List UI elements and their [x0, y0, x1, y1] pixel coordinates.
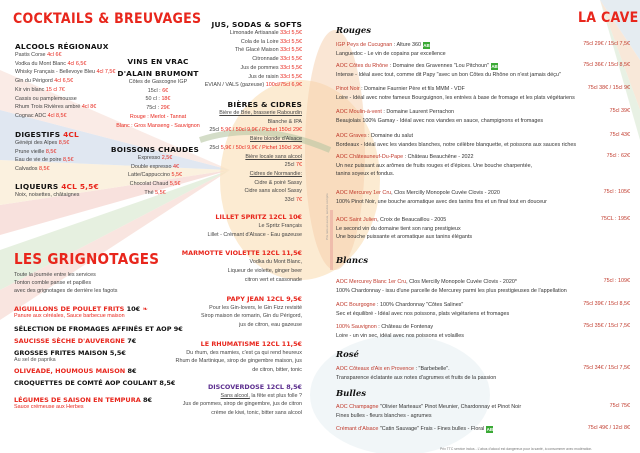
cocktail-description-text: crème de kiwi, tonic, bitter sans alcool: [211, 410, 302, 417]
jus-item-price: 33cl 5,5€: [280, 73, 302, 80]
digestif-item-price: 8,5€: [58, 140, 70, 146]
digestif-item: [15, 156, 79, 165]
jus-item: [182, 38, 302, 47]
boisson-chaude-item-price: 4€: [172, 163, 179, 170]
alcool-item-price: 4cl 8,5€: [47, 112, 67, 119]
wine-description: Fines bulles - fleurs blanches - agrumes: [336, 412, 432, 419]
cocktail-description-text: Lillet - Crémant d'Alsace - Eau gazeuse: [207, 231, 302, 238]
wine-entry: [336, 323, 630, 340]
grignotage-item: [14, 379, 183, 387]
wine-appellation: AOC Moulin-à-vent: [336, 109, 382, 115]
wine-title: [336, 85, 630, 94]
alcools-heading: ALCOOLS RÉGIONAUX: [15, 42, 109, 51]
grignotage-item: [14, 305, 183, 319]
wine-appellation: AOC Côtes du Rhône: [336, 63, 389, 69]
liqueurs-price: 4CL 5,5€: [61, 182, 99, 191]
jus-item: [182, 55, 302, 64]
grignotage-title: [14, 396, 183, 404]
digestif-item: [15, 165, 79, 174]
cocktail-description: [160, 222, 302, 231]
wine-producer: : Domaine Laurent Perrachon: [381, 109, 455, 115]
biere-item-price: 7€: [296, 162, 302, 169]
vrac-heading-1: VINS EN VRAC: [127, 57, 189, 66]
biere-item-name: Bière locale sans alcool: [245, 153, 302, 160]
wine-entry: [336, 189, 630, 206]
wine-title: [336, 216, 630, 225]
wine-price: 75cl 29€ / 15cl 7,5€: [583, 41, 630, 47]
wine-price: 75cl : 62€: [606, 153, 630, 159]
biere-item: [182, 109, 302, 118]
wine-entry: [336, 216, 630, 242]
wine-section-heading: Bulles: [336, 389, 367, 399]
wine-section-heading: Rouges: [336, 26, 372, 36]
liqueur-item-name: Noix, noisettes, châtaignes: [15, 192, 80, 198]
wine-description: Languedoc - Le vin de copains par excellence: [336, 50, 446, 57]
grignotage-item: [14, 367, 183, 375]
wine-appellation: AOC Saint Julien: [336, 217, 378, 223]
wine-entry: [336, 85, 630, 102]
biere-item-price: 5,9€ / 50cl 9,9€ / Pichet 150cl 29€: [220, 127, 302, 134]
biere-item: [182, 196, 302, 205]
cocktail-name: DISCOVERDOSE 12CL 8,5€: [207, 382, 302, 391]
wine-appellation: Pinot Noir: [336, 86, 360, 92]
wine-price: 75cl 49€ / 12cl 8€: [587, 425, 630, 431]
jus-item-name: Citronnade: [252, 56, 281, 63]
boisson-chaude-item-price: 5,5€: [171, 172, 182, 179]
jus-item-price: 33cl 5,5€: [280, 64, 302, 71]
wine-title: [336, 425, 630, 434]
jus-item-price: 100cl/75cl 6,9€: [265, 82, 302, 89]
grignotage-item: [14, 325, 183, 333]
wine-price: 75cl 35€ / 15cl 7,5€: [583, 323, 630, 329]
wine-producer: : 100% Chardonnay "Côtes Salines": [375, 302, 464, 308]
wine-entry: [336, 108, 630, 125]
wine-description: Un nez puissant aux arômes de fruits rouges et d'épices. Une bouche charpentée,: [336, 162, 533, 169]
wine-price: 75cl 39€ / 15cl 8,5€: [583, 301, 630, 307]
boisson-chaude-item-name: Latte/Cappuccino: [128, 172, 172, 179]
cocktail-description-text: Pour les Gin-lovers, le Gin Fizz revisité: [209, 304, 302, 311]
jus-item-name: Thé Glacé Maison: [234, 47, 281, 54]
vrac-item-price: 29€: [160, 105, 170, 112]
vrac-item-price: Blanc : Gros Manseng - Sauvignon: [116, 122, 200, 129]
wine-title: [336, 108, 630, 117]
grignotage-description: Panure aux céréales, Sauce barbecue maison: [14, 313, 125, 319]
jus-item-price: 33cl 5,5€: [280, 30, 302, 36]
alcool-item-price: 4cl 6,5€: [67, 60, 87, 67]
wine-title: [336, 403, 630, 412]
grignotages-title: LES GRIGNOTAGES: [14, 250, 160, 268]
digestifs-heading: [15, 130, 79, 139]
wine-section-heading: Blancs: [336, 256, 369, 266]
liqueurs-label: LIQUEURS: [15, 182, 62, 191]
wine-description: 100% Pinot Noir, une bouche aromatique avec des tanins fins et un final tout en douceur: [336, 198, 547, 205]
wine-section-heading: Rosé: [336, 350, 359, 360]
alcool-item-name: Rhum Trois Rivières ambré: [15, 104, 82, 111]
alcool-item: [15, 68, 115, 77]
grignotage-price: 7€: [127, 337, 137, 345]
grignotage-title: [14, 379, 183, 387]
digestifs-section: [15, 130, 79, 174]
cocktail-description: [160, 258, 302, 267]
cocktail-description-text: Liqueur de violette, ginger beer: [227, 268, 302, 275]
cocktail-item: [160, 249, 302, 284]
wine-price: 75cl 43€: [609, 132, 630, 138]
grignotage-price: 9€: [173, 325, 183, 333]
wine-price: 75cl 36€ / 15cl 8,5€: [583, 62, 630, 68]
wine-producer: "Olivier Marteaux" Pinot Meunier, Chardonnay et Pinot Noir: [378, 404, 522, 410]
cocktail-name: MARMOTTE VIOLETTE 12CL 11,5€: [181, 249, 302, 258]
boisson-chaude-item-name: Thé: [144, 189, 156, 196]
jus-item-price: 33cl 5,5€: [280, 38, 302, 45]
wine-description: Bordeaux - Idéal avec les viandes blanches, notre célèbre blanquette, et poissons aux sauces riches: [336, 141, 577, 148]
wine-producer: : Domaine du salut: [366, 133, 414, 139]
grignotage-name: AIGUILLONS DE POULET FRITS: [14, 305, 127, 313]
grignotage-title: [14, 325, 183, 333]
grignotage-title: [14, 367, 183, 375]
wine-price: 75cl 39€: [609, 108, 630, 114]
cocktail-description-text: Rhum de Martinique, sirop de gingembre maison, jus: [175, 358, 302, 365]
biere-item: [182, 161, 302, 170]
alcool-item-price: 4cl 6,5€: [54, 78, 74, 85]
boisson-chaude-item-price: 5,5€: [169, 181, 181, 188]
alcool-item: [15, 103, 115, 112]
wine-description: Loire - Idéal avec notre fameux Bourguignon, les entrées à base de fromage et les plats végétariens: [336, 94, 575, 101]
biere-item-name: Blanche & IPA: [267, 118, 302, 125]
cocktail-description-text: la fête est plus folle ?: [249, 392, 302, 399]
cocktail-description-text: Du rhum, des mamies, c'est ça qui rend heureux: [186, 349, 302, 356]
wine-producer: : Domaine des Gravennes "Lou Pitchoun": [388, 63, 490, 69]
boisson-chaude-item-name: Double expresso: [131, 163, 173, 170]
cocktail-description-text: citron vert et cassonade: [244, 276, 302, 283]
vertical-note: Prix nets en euros, service compris: [325, 193, 329, 240]
biere-item: [182, 153, 302, 162]
alcool-item-price: 4cl 8€: [81, 104, 97, 111]
jus-item: [182, 64, 302, 73]
bieres-section: [182, 100, 302, 205]
wine-producer: , Clos Mercilly Monopole Cuvée Clovis - 2020*: [406, 279, 517, 285]
boisson-chaude-item-price: 2,5€: [161, 155, 173, 161]
wine-entry: [336, 278, 630, 295]
biere-item: [182, 135, 302, 144]
grignotage-description: Au sel de paprika: [14, 357, 56, 363]
cave-title: LA CAVE: [578, 10, 639, 26]
wine-title: [336, 189, 630, 198]
wine-description: Beaujolais 100% Gamay - Idéal avec nos viandes en sauce, champignons et fromages: [336, 117, 544, 124]
digestif-item-price: 8,5€: [62, 157, 74, 164]
biere-item-price: 7€: [296, 197, 302, 204]
wine-price: 75cl : 105€: [603, 189, 630, 195]
wine-title: [336, 278, 630, 287]
grignotage-price: 8€: [143, 396, 153, 404]
alcool-item-name: Kir vin blanc: [15, 86, 46, 93]
jus-item-price: 33cl 5,5€: [280, 56, 302, 63]
digestif-item-name: Calvados: [15, 166, 39, 173]
liqueur-item: [15, 191, 99, 200]
wine-appellation: AOC Champagne: [336, 404, 379, 410]
wine-description: tanins soyeux et fondus.: [336, 171, 395, 178]
biere-item: [182, 144, 302, 153]
cocktails-title: COCKTAILS & BREUVAGES: [13, 11, 202, 27]
grignotage-item: [14, 396, 183, 410]
jus-item-name: Jus de pommes: [240, 64, 281, 71]
cocktail-description-text: Sirop maison de romarin, Gin du Périgord,: [201, 313, 302, 320]
alcool-item-list: [15, 51, 115, 121]
digestif-item-price: 8,5€: [45, 148, 57, 155]
cocktail-description: [160, 409, 302, 418]
cocktail-name: PAPY JEAN 12CL 9,5€: [226, 294, 302, 303]
cocktail-name: LILLET SPRITZ 12CL 10€: [215, 213, 302, 221]
cocktail-description-text: de citron, bitter, tonic: [252, 367, 302, 374]
jus-item-name: EVIAN / VALS (gazeuse): [204, 82, 266, 89]
wine-appellation: AOC Mercurey 1er Cru: [336, 190, 392, 196]
biere-item-name: 33cl: [284, 197, 296, 204]
alcool-item-name: Cognac ADC: [15, 112, 48, 119]
jus-item-list: [182, 29, 302, 90]
jus-item-name: Jus de raisin: [248, 73, 281, 80]
cocktail-description-text: Jus de pommes, sirop de gingembre, jus de citron: [182, 401, 302, 408]
wine-producer: : Domaine Faurnier Père et fils MMM - VDF: [359, 86, 465, 92]
biere-item-name: Bière blonde d'Alsace: [250, 136, 302, 143]
jus-item-name: Limonade Artisanale: [229, 30, 281, 36]
cocktail-description: [160, 276, 302, 285]
wine-producer: : Alture 360: [392, 42, 422, 48]
biere-item: [182, 126, 302, 135]
alcool-item-name: Gin du Périgord: [15, 78, 55, 85]
vrac-item-name: 50 cl :: [145, 96, 162, 103]
grignotages-intro: [14, 271, 117, 295]
wine-producer: : Château Beauchêne - 2022: [403, 154, 474, 160]
cocktail-description-text: jus de citron, eau gazeuse: [239, 321, 302, 328]
vrac-item-name: 15cl :: [147, 87, 163, 94]
grignotage-name: LÉGUMES DE SAISON EN TEMPURA: [14, 396, 144, 404]
cocktail-description: [160, 267, 302, 276]
grignotage-title: [14, 349, 183, 357]
biere-item-name: Bière de Brie, brasserie Rabourdin: [219, 110, 302, 116]
alcool-item-name: Cassis ou pamplemousse: [15, 95, 77, 102]
biere-item: [182, 170, 302, 179]
digestifs-label: DIGESTIFS: [15, 130, 64, 139]
wine-entry: [336, 301, 630, 318]
cocktail-tag: Sans alcool,: [220, 392, 250, 399]
intro-line: Toute la journée entre les services: [14, 272, 96, 278]
grignotage-name: CROQUETTES DE COMTÉ AOP COULANT: [14, 379, 160, 387]
wine-appellation: AOC Mercurey Blanc 1er Cru: [336, 279, 407, 285]
liqueurs-section: [15, 182, 99, 200]
biere-item-name: Cidre & poiré Sassy: [254, 179, 302, 186]
biere-item-name: 25cl: [284, 162, 296, 169]
wine-description: Transparence éclatante aux notes d'agrumes et fruits de la passion: [336, 374, 497, 381]
wine-entry: [336, 153, 630, 179]
digestif-item-list: [15, 139, 79, 174]
wine-entry: [336, 403, 630, 420]
cocktail-description-text: Le Spritz Français: [258, 223, 302, 229]
vrac-item-name: Côtes de Gascogne IGP: [128, 79, 188, 85]
cocktail-description-text: Vodka du Mont Blanc,: [249, 259, 302, 266]
biere-item: [182, 187, 302, 196]
jus-heading: JUS, SODAS & SOFTS: [211, 20, 302, 29]
intro-line: Tonton comble panse et papilles: [14, 280, 92, 286]
grignotage-item: [14, 337, 183, 345]
alcool-item-name: Pastis Corse: [15, 52, 48, 58]
wine-description: Sec et équilibré - Idéal avec nos poissons, plats végétariens et fromages: [336, 310, 510, 317]
biere-item: [182, 179, 302, 188]
vrac-item-price: 18€: [161, 96, 171, 103]
jus-item: [182, 46, 302, 55]
intro-line: avec des grignotages de derrière les fagots: [14, 288, 118, 294]
wine-description: Une bouche puissante et aromatique aux tanins élégants: [336, 234, 473, 241]
grignotage-price: 5,5€: [109, 349, 126, 357]
footer-note: Prix TTC service inclus - L'abus d'alcool est dangereux pour la santé, à consommer avec modération.: [440, 447, 593, 451]
biere-item-name: Cidres de Normandie:: [249, 170, 302, 177]
wine-entry: [336, 132, 630, 149]
grignotage-name: OLIVEADE, HOUMOUS MAISON: [14, 367, 128, 375]
wine-entry: [336, 425, 630, 434]
alcool-item-name: Vodka du Mont Blanc: [15, 60, 68, 67]
grignotage-name: GROSSES FRITES MAISON: [14, 349, 110, 357]
biere-item-name: 25cl: [209, 144, 221, 151]
boisson-chaude-item-price: 5,5€: [155, 189, 166, 196]
vrac-item-price: Rouge : Merlot - Tannat: [129, 113, 187, 120]
biere-item-price: 5,9€ / 50cl 9,9€ / Pichet 150cl 29€: [220, 144, 302, 151]
alcool-item-name: Whisky Français - Bellevoye Bleu: [15, 69, 97, 76]
bieres-heading: BIÈRES & CIDRES: [227, 100, 302, 109]
wine-price: 75CL : 195€: [600, 216, 630, 222]
wine-appellation: IGP Peys de Cucugnan: [336, 42, 393, 48]
grignotage-description: Sauce crémeuse aux Herbes: [14, 404, 84, 410]
digestif-item: [15, 148, 79, 157]
alcool-item: [15, 112, 115, 121]
alcool-item-price: 4cl 7,5€: [96, 69, 116, 76]
alcool-item-price: 4cl 6€: [47, 52, 62, 58]
alcool-item: [15, 51, 115, 60]
alcool-item: [15, 95, 115, 104]
vrac-item-price: 6€: [162, 87, 169, 94]
liqueur-item-list: [15, 191, 99, 200]
jus-item-name: Cola de la Loire: [240, 38, 281, 45]
wine-producer: : "Barbebelle".: [414, 366, 450, 372]
wine-appellation: AOC Bourgogne: [336, 302, 376, 308]
wine-description: Intense - Idéal avec tout, comme dit Papy "avec un bon Côtes du Rhône on n'est jamais déçu": [336, 71, 561, 78]
grignotage-name: SÉLECTION DE FROMAGES AFFINÉS ET AOP: [14, 325, 174, 333]
cocktail-item: [160, 213, 302, 239]
organic-label-icon: AB: [491, 64, 498, 69]
wine-title: [336, 132, 630, 141]
vrac-item-name: 75cl :: [146, 105, 161, 112]
jus-item-price: 33cl 5,5€: [280, 47, 302, 54]
grignotage-title: [14, 337, 183, 345]
wine-price: 75cl 38€ / 15cl 9€: [587, 85, 630, 91]
wine-appellation: Crémant d'Alsace: [336, 426, 379, 432]
jus-item: [182, 29, 302, 38]
boissons-chaudes-heading: BOISSONS CHAUDES: [110, 145, 200, 154]
organic-label-icon: AB: [423, 43, 430, 48]
boisson-chaude-item-name: Chocolat Chaud: [129, 181, 170, 188]
digestif-item-name: Génépi des Alpes: [15, 140, 59, 146]
boisson-chaude-item-name: Expresso: [137, 155, 162, 161]
alcool-item: [15, 86, 115, 95]
jus-section: [182, 20, 302, 90]
digestifs-volume: 4CL: [63, 130, 79, 139]
digestif-item: [15, 139, 79, 148]
biere-item-list: [182, 109, 302, 205]
grignotage-price: 8,5€: [159, 379, 176, 387]
wine-title: [336, 153, 630, 162]
digestif-item-name: Eau de vie de poire: [15, 157, 63, 164]
wine-entry: [336, 365, 630, 382]
grignotages-list: [14, 305, 183, 410]
digestif-item-name: Prune vieille: [15, 148, 46, 155]
wine-appellation: AOC Châteauneuf-Du-Pape: [336, 154, 404, 160]
wine-description: 100% Chardonnay - issu d'une parcelle de Mercurey parmi les plus prestigieuses de l'appellation: [336, 287, 567, 294]
digestif-item-price: 8,5€: [38, 166, 50, 173]
wine-price: 75cl 75€: [609, 403, 630, 409]
wine-entry: [336, 62, 630, 79]
wine-description: Le second vin du domaine tient son rang prestigieux: [336, 225, 461, 232]
wine-price: 75cl 34€ / 15cl 7,5€: [583, 365, 630, 371]
wine-appellation: AOC Graves: [336, 133, 367, 139]
wine-producer: , Clos Mercilly Monopole Cuvée Clovis - 2020: [391, 190, 500, 196]
grignotage-item: [14, 349, 183, 363]
grignotage-name: SAUCISSE SÈCHE D'AUVERGNE: [14, 337, 128, 345]
grignotage-price: 8€: [127, 367, 137, 375]
wine-entry: [336, 41, 630, 58]
cocktail-name: LE RHUMATISME 12CL 11,5€: [200, 339, 302, 348]
biere-item-name: 25cl: [209, 127, 221, 134]
organic-label-icon: AB: [486, 427, 494, 432]
biere-item-name: Cidre sans alcool Sassy: [244, 188, 302, 195]
grignotage-title: [14, 305, 183, 313]
wine-price: 75cl : 109€: [603, 278, 630, 284]
biere-item: [182, 118, 302, 127]
vrac-heading-2: D'ALAIN BRUMONT: [117, 69, 199, 78]
alcools-section: [15, 42, 115, 121]
wine-appellation: AOC Côteaux d'Aix en Provence: [336, 366, 415, 372]
cocktail-description: [160, 231, 302, 240]
alcool-item: [15, 77, 115, 86]
wine-producer: "Catin Sauvage" Frais - Fines bulles - Floral: [378, 426, 485, 432]
wine-producer: , Croix de Beaucaillou - 2005: [377, 217, 447, 223]
jus-item: [182, 73, 302, 82]
grignotage-price: 10€: [126, 305, 141, 313]
wine-description: Loire - un vin sec, idéal avec nos poissons et volailles: [336, 332, 464, 339]
liqueurs-heading: [15, 182, 99, 191]
alcool-item: [15, 60, 115, 69]
wine-appellation: 100% Sauvignon: [336, 324, 377, 330]
wine-producer: : Château de Fontenay: [376, 324, 434, 330]
chili-icon: ❧: [140, 305, 148, 313]
jus-item: [182, 81, 302, 90]
alcool-item-price: 15 cl 7€: [45, 86, 65, 93]
